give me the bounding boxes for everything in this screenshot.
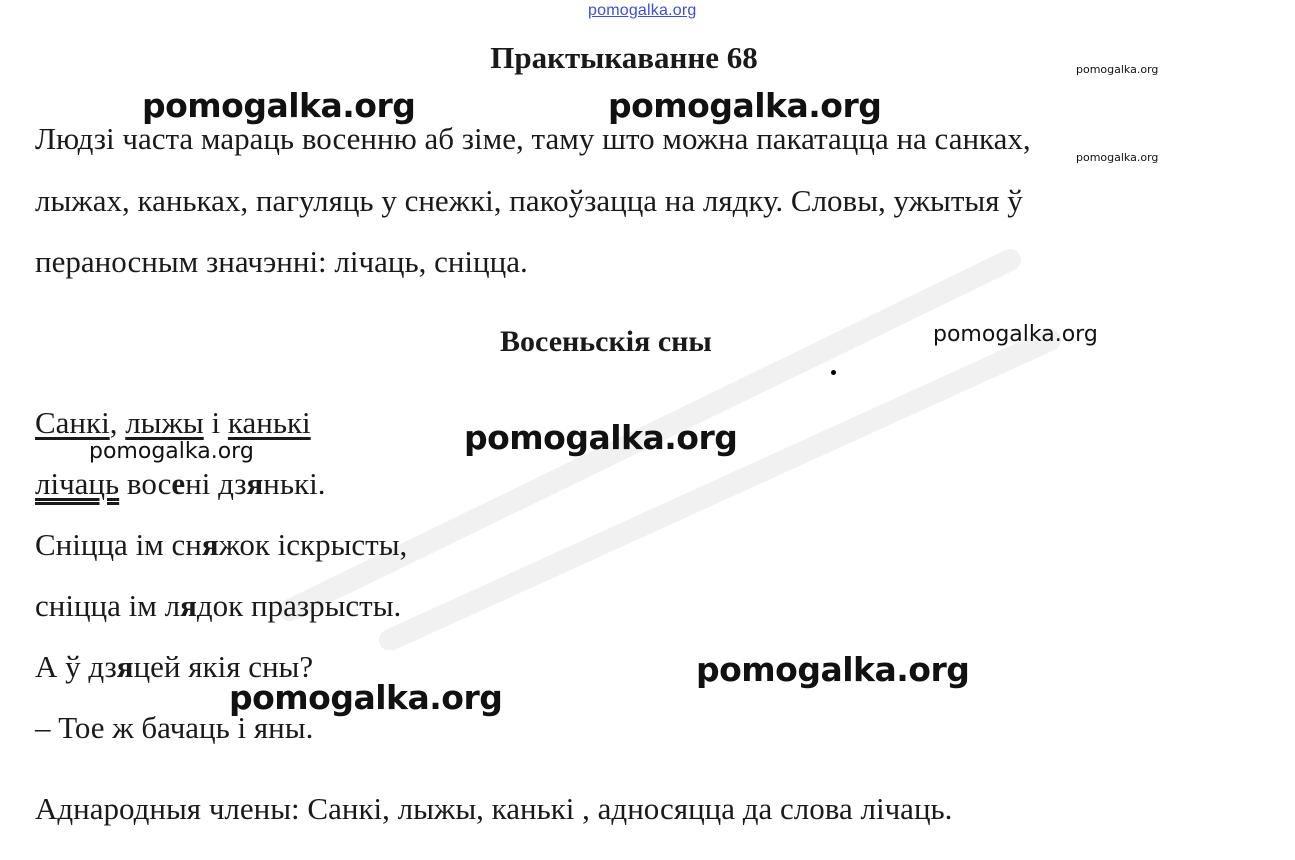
paragraph-line: лыжах, каньках, пагуляць у снежкі, пакоўзацца на лядку. Словы, ужытыя ў (35, 183, 1023, 218)
watermark-small: pomogalka.org (1076, 151, 1159, 164)
watermark-large: pomogalka.org (142, 86, 416, 125)
underlined-subject-word: канькі (227, 405, 311, 440)
exercise-title: Практыкаванне 68 (490, 40, 758, 75)
poem-line (35, 407, 311, 438)
text-part: вос (119, 466, 172, 501)
stressed-letter: я (116, 649, 134, 684)
watermark-large: pomogalka.org (229, 678, 503, 717)
text-part: Сніцца ім сн (35, 527, 202, 562)
stressed-letter: я (246, 466, 264, 501)
text-part: жок іскрысты, (218, 527, 408, 562)
stressed-letter: я (201, 527, 219, 562)
watermark-medium: pomogalka.org (89, 439, 254, 464)
double-underlined-predicate: лічаць (35, 466, 120, 501)
watermark-top: pomogalka.org (588, 2, 697, 19)
poem-line (35, 590, 401, 621)
dot-mark (831, 370, 836, 375)
underlined-subject-word: Санкі (35, 405, 110, 440)
text-part: А ў дз (35, 649, 117, 684)
text-part: док празрысты. (196, 588, 402, 623)
stressed-letter: я (180, 588, 197, 623)
punctuation: , (109, 405, 126, 440)
watermark-small: pomogalka.org (1076, 63, 1159, 76)
underlined-subject-word: лыжы (125, 405, 204, 440)
watermark-large: pomogalka.org (696, 650, 970, 689)
poem-line (35, 529, 407, 560)
text-part: сніцца ім л (35, 588, 181, 623)
poem-line (35, 468, 325, 499)
watermark-large: pomogalka.org (464, 418, 738, 457)
watermark-medium: pomogalka.org (933, 322, 1098, 347)
paragraph-line: пераносным значэнні: лічаць, сніцца. (35, 244, 528, 279)
poem-line: – Тое ж бачаць і яны. (35, 710, 314, 745)
conclusion-text: Аднародныя члены: Санкі, лыжы, канькі , адносяцца да слова лічаць. (35, 791, 953, 826)
text-part: ні дз (185, 466, 247, 501)
text-part: нькі. (263, 466, 326, 501)
conjunction: і (203, 405, 228, 440)
text-part: цей якія сны? (133, 649, 314, 684)
paragraph-line: Людзі часта мараць восенню аб зіме, таму што можна пакатацца на санках, (35, 121, 1031, 156)
watermark-large: pomogalka.org (608, 86, 882, 125)
poem-line (35, 651, 313, 682)
poem-title: Восеньскія сны (500, 325, 712, 358)
stressed-letter: е (171, 466, 186, 501)
